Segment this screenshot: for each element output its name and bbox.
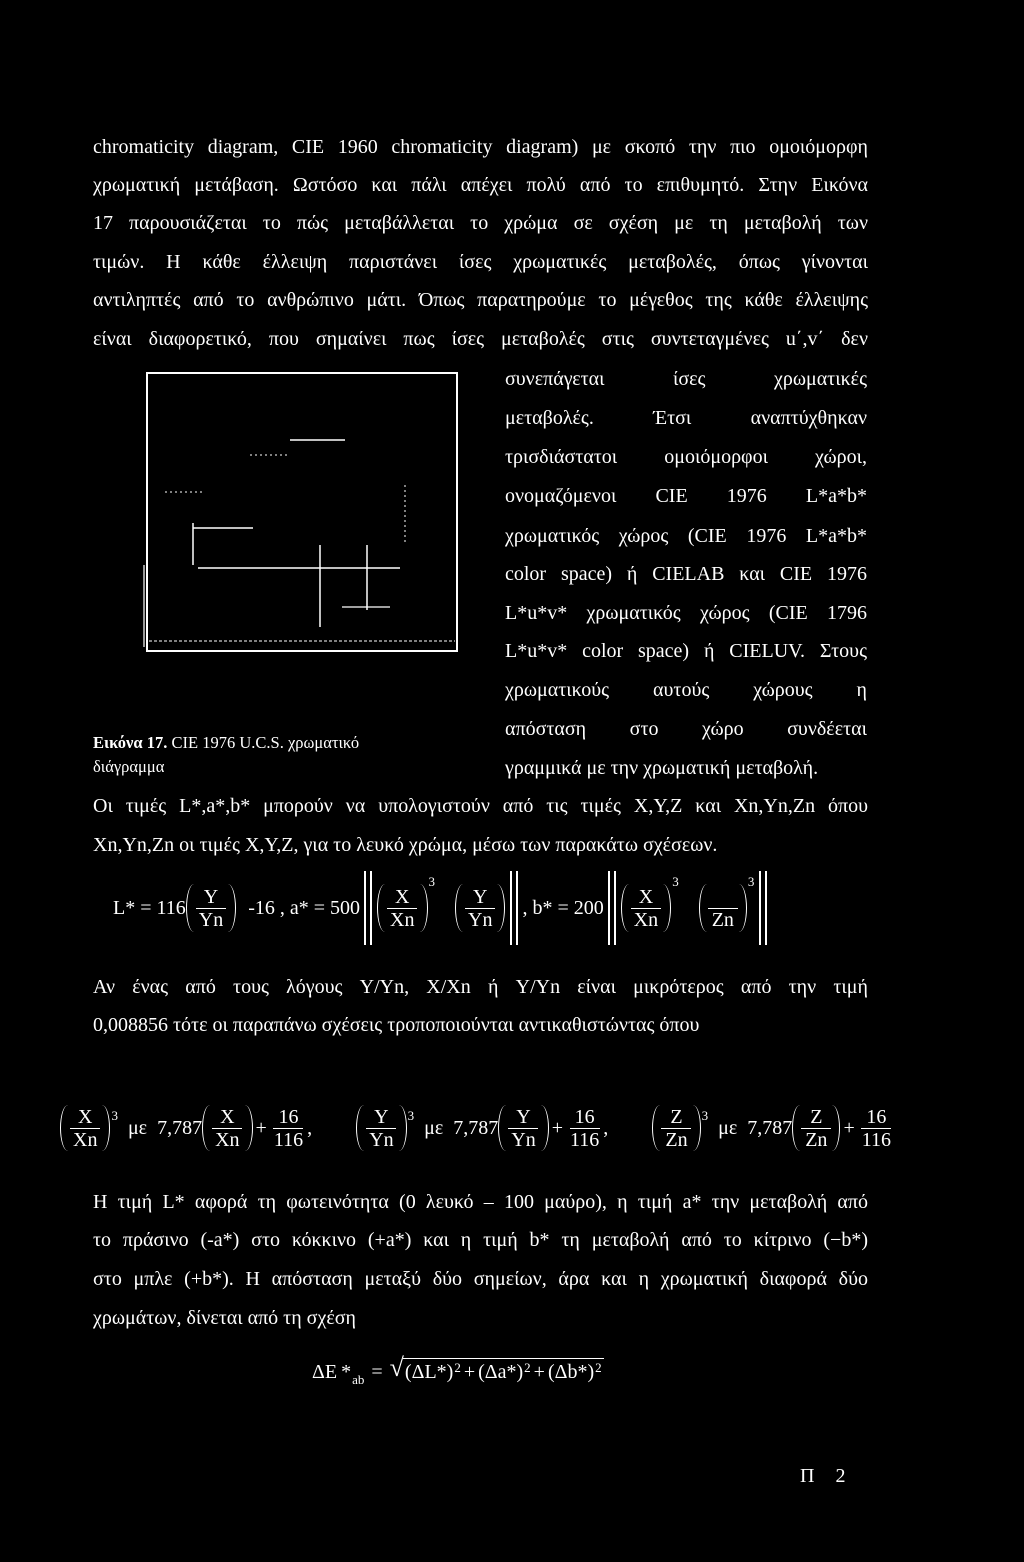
with-word: με <box>424 1117 444 1139</box>
numerator: Y <box>465 886 495 909</box>
left-paren <box>186 884 194 932</box>
left-paren <box>498 1105 506 1151</box>
denominator: Zn <box>665 1128 688 1151</box>
fraction-16-116 <box>566 1106 603 1151</box>
fraction <box>507 1106 539 1151</box>
meaning-line: χρωμάτων, δίνεται από τη σχέση <box>93 1307 356 1329</box>
numerator: Z <box>661 1106 691 1129</box>
numerator: Y <box>366 1106 396 1129</box>
b-star-label: , b* = 200 <box>522 897 604 919</box>
figure-caption-text: CIE 1976 U.C.S. χρωματικό <box>171 733 360 752</box>
delta-e-label: ΔE <box>312 1361 338 1383</box>
denominator: Yn <box>511 1128 536 1151</box>
term-base: (ΔL*) <box>404 1361 454 1383</box>
with-word: με <box>127 1117 148 1139</box>
intro-line: τιμών. Η κάθε έλλειψη παριστάνει ίσες χρωματικές μεταβολές, όπως γίνονται <box>93 251 868 273</box>
numerator: 16 <box>570 1106 600 1129</box>
figure-frame <box>147 373 457 651</box>
fraction-y-yn <box>195 886 227 931</box>
right-paren <box>693 1105 701 1151</box>
wrap-line: color space) ή CIELAB και CIE 1976 <box>505 563 867 585</box>
subscript-ab: ab <box>352 1372 365 1387</box>
denominator: 116 <box>273 1128 304 1151</box>
term-base: (Δa*) <box>478 1361 524 1383</box>
separator: , <box>307 1117 313 1139</box>
meaning-line: στο μπλε (+b*). Η απόσταση μεταξύ δύο σημείων, άρα και η χρωματική διαφορά δύο <box>93 1268 868 1290</box>
fraction <box>801 1106 831 1151</box>
denominator: Yn <box>468 908 493 931</box>
denominator: Xn <box>73 1128 98 1151</box>
left-paren <box>60 1105 68 1151</box>
right-paren <box>541 1105 549 1151</box>
denominator: Xn <box>215 1128 240 1151</box>
fraction-x-xn <box>630 886 662 931</box>
fraction <box>661 1106 691 1151</box>
numerator: X <box>212 1106 242 1129</box>
fraction <box>69 1106 101 1151</box>
wrap-line: συνεπάγεται ίσες χρωματικές <box>505 368 867 390</box>
right-paren <box>399 1105 407 1151</box>
numerator: X <box>631 886 661 909</box>
wrap-line: τρισδιάστατοι ομοιόμορφοι χώροι, <box>505 446 867 468</box>
right-paren <box>832 1105 840 1151</box>
numerator: X <box>70 1106 100 1129</box>
exponent: 3 <box>672 874 679 889</box>
radicand <box>403 1358 604 1383</box>
term-exponent: 2 <box>595 1360 602 1375</box>
wrap-line: χρωματικούς αυτούς χώρους η <box>505 679 867 701</box>
numerator: 16 <box>861 1106 891 1129</box>
left-paren <box>792 1105 800 1151</box>
delta-e-formula <box>312 1343 604 1387</box>
intro-line: χρωματική μετάβαση. Ωστόσο και πάλι απέχει πολύ από το επιθυμητό. Στην Εικόνα <box>93 174 868 196</box>
fraction-y-yn <box>464 886 496 931</box>
separator: , <box>603 1117 609 1139</box>
denominator: Yn <box>198 908 224 931</box>
b-star-bracket <box>608 871 768 945</box>
formulas-intro-line: Οι τιμές L*,a*,b* μπορούν να υπολογιστούν από τις τιμές X,Y,Z και Xn,Yn,Zn όπου <box>93 795 868 817</box>
wrap-line: L*u*v* color space) ή CIELUV. Στους <box>505 640 867 662</box>
plus-sign: + <box>533 1361 545 1383</box>
right-paren <box>420 884 428 932</box>
fraction-x-xn <box>386 886 418 931</box>
condition-line: 0,008856 τότε οι παραπάνω σχέσεις τροποποιούνται αντικαθιστώντας όπου <box>93 1014 700 1036</box>
star-symbol: * <box>341 1361 352 1383</box>
denominator: Zn <box>711 908 734 931</box>
left-paren <box>621 884 629 932</box>
left-paren <box>699 884 707 932</box>
numerator: X <box>387 886 417 909</box>
meaning-line: το πράσινο (-a*) στο κόκκινο (+a*) και η τιμή b* τη μεταβολή από το κίτρινο (−b*) <box>93 1229 868 1251</box>
intro-line: αντιληπτές από το ανθρώπινο μάτι. Όπως παρατηρούμε το μέγεθος της κάθε έλλειψης <box>93 289 868 311</box>
figure-caption <box>93 733 359 753</box>
wrap-line: γραμμικά με την χρωματική μεταβολή. <box>505 757 819 779</box>
right-paren <box>739 884 747 932</box>
substitution-formula <box>60 1100 895 1156</box>
exponent: 3 <box>701 1108 709 1123</box>
right-paren <box>245 1105 253 1151</box>
intro-line: chromaticity diagram, CIE 1960 chromaticity diagram) με σκοπό την πιο ομοιόμορφη <box>93 136 868 158</box>
substitution-y <box>356 1105 608 1151</box>
square-root-icon: √ <box>389 1353 404 1382</box>
wrap-line: μεταβολές. Έτσι αναπτύχθηκαν <box>505 407 867 429</box>
fraction-z-zn <box>708 886 738 931</box>
intro-line: είναι διαφορετικό, που σημαίνει πως ίσες μεταβολές στις συντεταγμένες u΄,v΄ δεν <box>93 328 868 350</box>
numerator: Y <box>508 1106 538 1129</box>
numerator: Z <box>801 1106 831 1129</box>
left-paren <box>356 1105 364 1151</box>
wrap-line: L*u*v* χρωματικός χώρος (CIE 1796 <box>505 602 867 624</box>
lab-formula <box>113 870 771 946</box>
fraction <box>365 1106 397 1151</box>
denominator: 116 <box>570 1128 600 1151</box>
denominator: Xn <box>390 908 415 931</box>
plus-sign: + <box>255 1117 267 1139</box>
fraction-16-116 <box>858 1106 895 1151</box>
exponent: 3 <box>428 874 435 889</box>
denominator: 116 <box>861 1128 891 1151</box>
wrap-line: απόσταση στο χώρο συνδέεται <box>505 718 867 740</box>
wrap-line: ονομαζόμενοι CIE 1976 L*a*b* <box>505 485 867 507</box>
coefficient: 7,787 <box>453 1117 499 1139</box>
exponent: 3 <box>407 1108 415 1123</box>
wrap-line: χρωματικός χώρος (CIE 1976 L*a*b* <box>505 525 867 547</box>
right-paren <box>663 884 671 932</box>
fraction <box>211 1106 243 1151</box>
formulas-intro-line: Xn,Yn,Zn οι τιμές X,Y,Z, για το λευκό χρώμα, μέσω των παρακάτω σχέσεων. <box>93 834 718 856</box>
denominator: Xn <box>633 908 659 931</box>
meaning-line: Η τιμή L* αφορά τη φωτεινότητα (0 λευκό – 100 μαύρο), η τιμή a* την μεταβολή από <box>93 1191 868 1213</box>
plus-sign: + <box>463 1361 476 1383</box>
right-paren <box>228 884 236 932</box>
coefficient: 7,787 <box>747 1117 793 1139</box>
intro-line: 17 παρουσιάζεται το πώς μεταβάλλεται το χρώμα σε σχέση με τη μεταβολή των <box>93 212 868 234</box>
term-exponent: 2 <box>454 1360 461 1375</box>
figure-caption-label: Εικόνα 17. <box>93 733 168 752</box>
plus-sign: + <box>843 1117 855 1139</box>
coefficient: 7,787 <box>157 1117 203 1139</box>
right-paren <box>497 884 505 932</box>
term-base: (Δb*) <box>547 1361 595 1383</box>
numerator: Y <box>196 886 226 909</box>
cie-ucs-diagram-figure <box>140 365 465 660</box>
exponent: 3 <box>747 874 755 889</box>
left-paren <box>377 884 385 932</box>
l-star-suffix: -16 , a* = 500 <box>248 897 361 919</box>
right-paren <box>102 1105 110 1151</box>
fraction-16-116 <box>270 1106 307 1151</box>
equals-sign: = <box>371 1361 383 1383</box>
l-star-label: L* = 116 <box>113 897 186 919</box>
substitution-x <box>60 1105 312 1151</box>
substitution-z <box>652 1105 895 1151</box>
plus-sign: + <box>551 1117 563 1139</box>
exponent: 3 <box>111 1108 118 1123</box>
a-star-bracket <box>364 871 518 945</box>
numerator-blank <box>708 886 738 909</box>
left-paren <box>652 1105 660 1151</box>
term-exponent: 2 <box>524 1360 531 1375</box>
with-word: με <box>718 1117 738 1139</box>
denominator: Zn <box>805 1128 828 1151</box>
left-paren <box>202 1105 210 1151</box>
denominator: Yn <box>369 1128 394 1151</box>
left-paren <box>455 884 463 932</box>
numerator: 16 <box>273 1106 303 1129</box>
figure-caption-continued: διάγραμμα <box>93 757 165 776</box>
page-number: Π 2 <box>800 1465 846 1487</box>
condition-line: Αν ένας από τους λόγους Y/Yn, X/Xn ή Y/Yn είναι μικρότερος από την τιμή <box>93 976 868 998</box>
